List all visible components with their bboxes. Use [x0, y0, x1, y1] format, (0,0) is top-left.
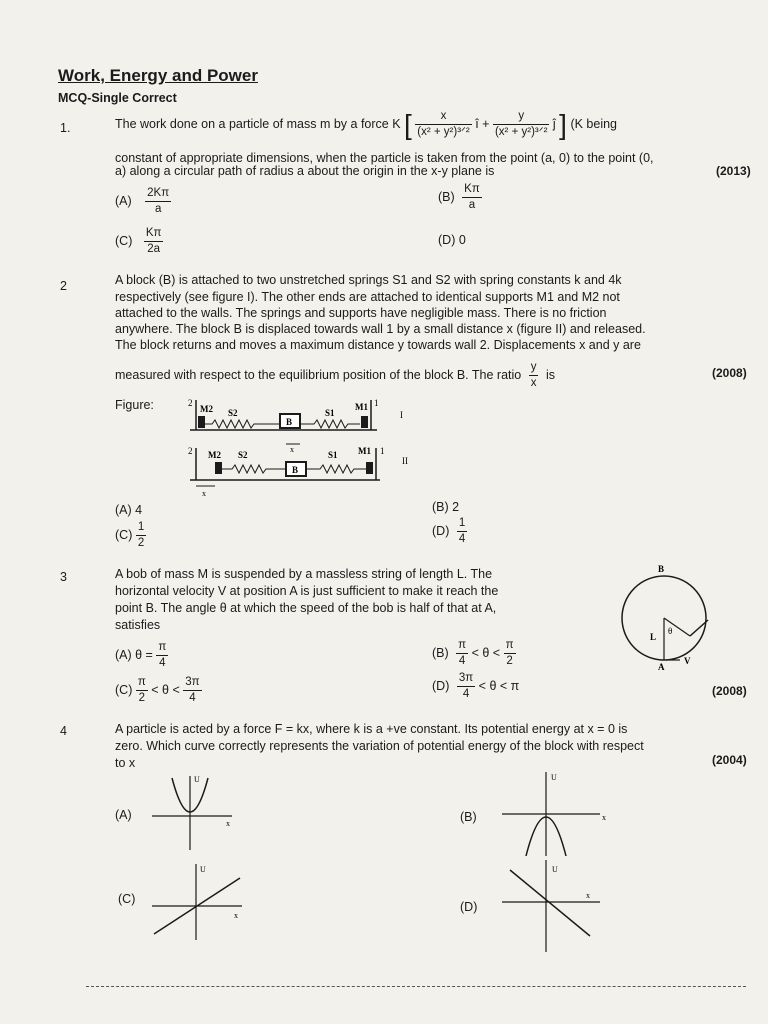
fig1-block-label: B — [286, 417, 293, 427]
q4-option-a-label: (A) — [115, 808, 132, 822]
q2-option-a: (A) 4 — [115, 503, 143, 517]
q2-option-c: (C) $\frac{1}{2}$ — [115, 521, 145, 549]
fig2-m2-support — [215, 462, 222, 474]
q1-option-d: (D) 0 — [438, 233, 466, 247]
fig-v-label: V — [684, 656, 691, 666]
fig-theta-label: θ — [668, 626, 673, 636]
q2-line6: measured with respect to the equilibrium position of the block B. The ratio $\frac{y}{x}$ is — [115, 361, 555, 389]
q2-line3: attached to the walls. The springs and supports have negligible mass. There is no friction — [115, 306, 607, 320]
fig2-s2-label: S2 — [238, 450, 248, 460]
fig2-s1-label: S1 — [328, 450, 338, 460]
fig-b-label: B — [658, 564, 665, 574]
section-title: MCQ-Single Correct — [58, 91, 177, 105]
fig1-m1-label: M1 — [355, 402, 368, 412]
fig2-wall-1: 1 — [380, 446, 385, 456]
q3-line4: satisfies — [115, 618, 161, 632]
fig2-m2-label: M2 — [208, 450, 221, 460]
fig1-m2-label: M2 — [200, 404, 213, 414]
fig1-spring-s1 — [300, 420, 360, 428]
q2-option-b: (B) 2 — [432, 500, 460, 514]
q1-line1: The work done on a particle of mass m by a force K [ $\frac{x}{\text{(x² + y²)³ᐟ²}}$ î + $\frac{y}{\text{(x² + y²)³ᐟ²}}$ ĵ ] (K being — [115, 109, 617, 140]
q4-option-c-label: (C) — [118, 892, 136, 906]
fig1-m2-support — [198, 416, 205, 428]
pendulum-circle-figure — [608, 562, 728, 672]
q2-line2: respectively (see figure I). The other ends are attached to identical supports M1 and M2 not — [115, 290, 620, 304]
fig-a-label: A — [658, 662, 665, 672]
q4-line2: zero. Which curve correctly represents the variation of potential energy of the block with respect — [115, 739, 644, 753]
q4-graph-a — [150, 772, 240, 852]
fig1-s2-label: S2 — [228, 408, 238, 418]
q1-force-x-fraction: $\frac{x}{\text{(x² + y²)³ᐟ²}}$ — [417, 110, 470, 138]
q3-option-a: (A) θ = $\frac{\pi}{4}$ — [115, 641, 167, 669]
q2-line1: A block (B) is attached to two unstretched springs S1 and S2 with spring constants k and 4k — [115, 273, 622, 287]
q2-option-d: (D) $\frac{1}{4}$ — [432, 517, 466, 545]
q1-option-b: (B) $\frac{K\pi}{a}$ — [438, 183, 480, 211]
q4-number: 4 — [60, 724, 67, 738]
fig2-x-label-top: x — [290, 445, 294, 454]
q1-line2: constant of appropriate dimensions, when the particle is taken from the point (a, 0) to the point (0, — [115, 151, 654, 165]
fig1-m1-support — [361, 416, 368, 428]
q3-line1: A bob of mass M is suspended by a massless string of length L. The — [115, 567, 493, 581]
q1-text-b: (K being — [570, 117, 617, 131]
q3-option-d: (D) $\frac{3\pi}{4}$ < θ < π — [432, 672, 520, 700]
svg-text:U: U — [551, 773, 557, 782]
q2-line5: The block returns and moves a maximum distance y towards wall 2. Displacements x and y are — [115, 338, 641, 352]
q3-option-b: (B) $\frac{\pi}{4}$ < θ < $\frac{\pi}{2}$ — [432, 639, 514, 667]
q1-text-a: The work done on a particle of mass m by a force K — [115, 117, 401, 131]
fig2-m1-support — [366, 462, 373, 474]
q2-number: 2 — [60, 279, 67, 293]
q4-line1: A particle is acted by a force F = kx, where k is a +ve constant. Its potential energy at x = 0 is — [115, 722, 628, 736]
chapter-title: Work, Energy and Power — [58, 66, 258, 85]
q1-option-a: (A) $\frac{2K\pi}{a}$ — [115, 187, 170, 215]
svg-text:x: x — [234, 911, 238, 920]
q1-force-y-fraction: $\frac{y}{\text{(x² + y²)³ᐟ²}}$ — [494, 110, 548, 138]
q3-option-c: (C) $\frac{\pi}{2}$ < θ < $\frac{3\pi}{4}$ — [115, 676, 200, 704]
q1-number: 1. — [60, 121, 71, 135]
q1-option-c: (C) $\frac{K\pi}{2a}$ — [115, 227, 162, 255]
q1-force-i: î + — [475, 117, 490, 131]
q4-graph-c — [150, 862, 250, 942]
q1-year: (2013) — [716, 164, 751, 178]
fig2-wall-2: 2 — [188, 446, 193, 456]
svg-text:U: U — [552, 865, 558, 874]
q4-line3: to x — [115, 756, 136, 770]
q4-option-b-label: (B) — [460, 810, 477, 824]
fig2-m1-label: M1 — [358, 446, 371, 456]
footer-rule — [86, 986, 746, 987]
svg-text:U: U — [200, 865, 206, 874]
q1-force-j: ĵ — [552, 117, 556, 131]
spring-block-figure — [180, 394, 420, 506]
svg-text:x: x — [586, 891, 590, 900]
q2-line4: anywhere. The block B is displaced towards wall 1 by a small distance x (figure II) and released. — [115, 322, 646, 336]
q3-line2: horizontal velocity V at position A is just sufficient to make it reach the — [115, 584, 499, 598]
q3-year: (2008) — [712, 684, 747, 698]
q2-year: (2008) — [712, 366, 747, 380]
q4-option-d-label: (D) — [460, 900, 478, 914]
svg-text:U: U — [194, 775, 200, 784]
svg-text:x: x — [226, 819, 230, 828]
fig-l-label: L — [650, 632, 657, 642]
fig1-spring-s2 — [205, 420, 280, 428]
fig1-wall-1: 1 — [374, 398, 379, 408]
q1-line3: a) along a circular path of radius a about the origin in the x-y plane is — [115, 164, 495, 178]
fig1-wall-2: 2 — [188, 398, 193, 408]
fig1-label: I — [400, 410, 403, 420]
q4-graph-b — [500, 768, 610, 858]
fig2-spring-s1 — [306, 465, 366, 473]
q4-graph-d — [500, 858, 610, 954]
fig2-block-label: B — [292, 465, 299, 475]
q4-year: (2004) — [712, 753, 747, 767]
q3-number: 3 — [60, 570, 67, 584]
graph-d-line — [510, 870, 590, 936]
q2-ratio-fraction: $\frac{y}{x}$ — [530, 361, 537, 389]
fig1-s1-label: S1 — [325, 408, 335, 418]
q3-line3: point B. The angle θ at which the speed of the bob is half of that at A, — [115, 601, 497, 615]
fig2-x-label-bottom: x — [202, 489, 206, 498]
q2-figure-label: Figure: — [115, 398, 154, 412]
fig2-spring-s2 — [222, 465, 286, 473]
fig2-label: II — [402, 456, 408, 466]
svg-text:x: x — [602, 813, 606, 822]
